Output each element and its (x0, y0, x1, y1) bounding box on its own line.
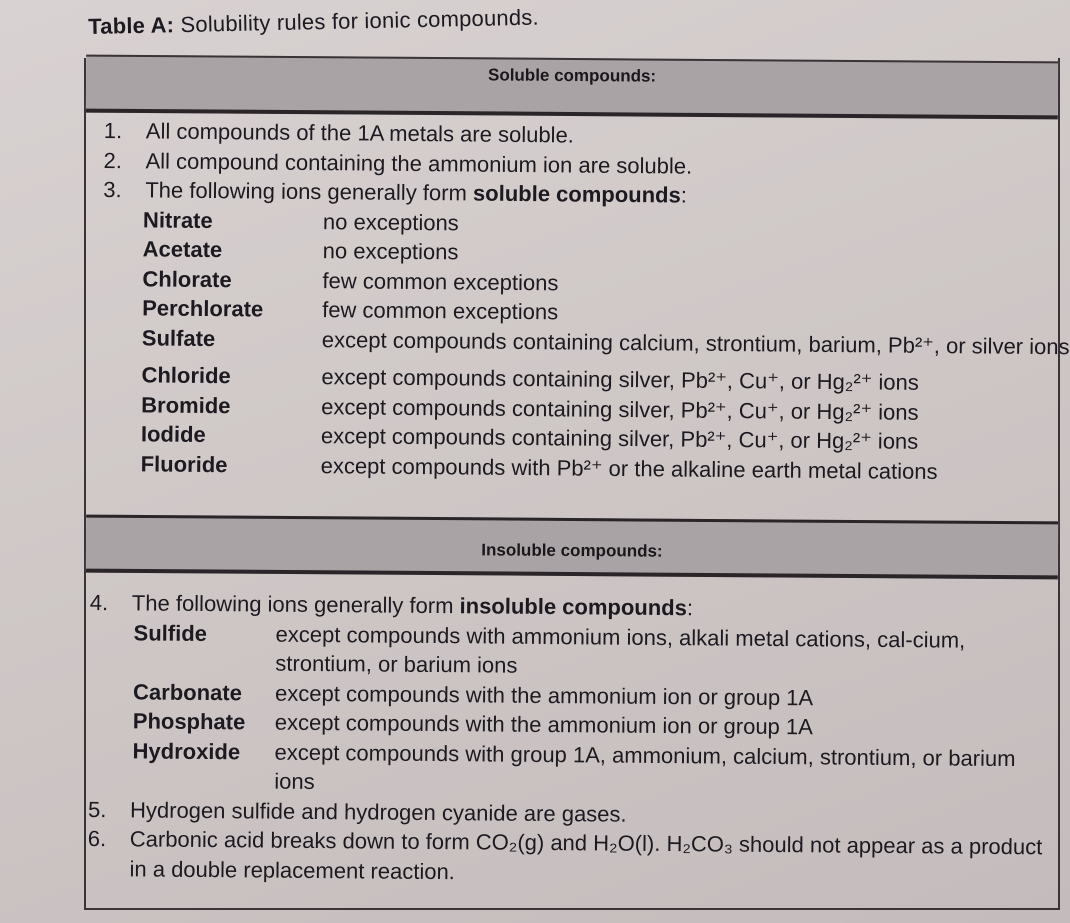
soluble-ion-list (141, 205, 1070, 487)
rule-text-c: : (686, 595, 694, 621)
soluble-section (101, 116, 1070, 487)
rule-number: 3. (103, 176, 122, 203)
ion-desc: no exceptions (322, 238, 459, 265)
ion-desc: except compounds with Pb²⁺ or the alkaline earth metal cations (320, 452, 938, 484)
rule-text-a: The following ions generally form (145, 177, 474, 206)
ion-name: Sulfide (133, 619, 208, 646)
ion-desc: except compounds with the ammonium ion or group 1A (274, 680, 814, 710)
solubility-table (84, 58, 1070, 910)
rule-number: 2. (103, 147, 123, 173)
rule-number: 1. (103, 117, 123, 144)
ion-desc: except compounds containing silver, Pb²⁺, Cu⁺, or Hg₂²⁺ ions (321, 393, 919, 425)
rule-text: All compounds of the 1A metals are soluble. (145, 118, 574, 148)
rule-text: Hydrogen sulfide and hydrogen cyanide are gases. (129, 796, 627, 827)
rule-number: 5. (87, 796, 107, 822)
rule-text-bold: soluble compounds (472, 180, 681, 208)
ion-desc: except compounds containing silver, Pb²⁺, Cu⁺, or Hg₂²⁺ ions (321, 364, 919, 395)
ion-row (133, 618, 1061, 685)
rule-text: Carbonic acid breaks down to form CO₂(g) and H₂O(l). H₂CO₃ should not appear as a product in a double replacement reaction. (129, 826, 1043, 884)
ion-name: Sulfate (141, 324, 216, 351)
ion-desc: except compounds containing calcium, strontium, barium, Pb²⁺, or silver ions (321, 326, 1070, 359)
ion-row (132, 736, 1060, 803)
rule-text-a: The following ions generally form (131, 590, 460, 619)
ion-desc: no exceptions (322, 208, 459, 235)
rule-text: All compound containing the ammonium ion are soluble. (145, 147, 693, 179)
insoluble-section (87, 588, 1062, 891)
soluble-compounds-header: Soluble compounds: (86, 55, 1058, 120)
ion-desc: except compounds containing silver, Pb²⁺, Cu⁺, or Hg₂²⁺ ions (320, 423, 919, 454)
ion-name: Fluoride (140, 450, 228, 477)
ion-name: Acetate (142, 236, 223, 263)
ion-desc: except compounds with group 1A, ammonium, calcium, strontium, or barium ions (274, 739, 1016, 794)
rule-number: 6. (87, 825, 107, 852)
ion-name: Bromide (141, 391, 231, 418)
insoluble-compounds-header: Insoluble compounds: (86, 515, 1058, 580)
ion-desc: except compounds with the ammonium ion or group 1A (274, 709, 814, 740)
rule-text-bold: insoluble compounds (459, 593, 688, 621)
ion-name: Perchlorate (142, 295, 264, 322)
ion-name: Phosphate (132, 708, 246, 735)
ion-desc: few common exceptions (322, 267, 559, 295)
rule-6 (87, 824, 1059, 891)
ion-name: Nitrate (142, 206, 213, 233)
insoluble-ion-list (132, 618, 1062, 803)
table-title (88, 5, 539, 40)
rule-text-c: : (680, 182, 688, 208)
ion-name: Chloride (141, 362, 231, 389)
rule-number: 4. (89, 589, 109, 616)
table-label: Table A: (88, 12, 175, 39)
ion-name: Iodide (140, 421, 206, 447)
table-title-text: Solubility rules for ionic compounds. (180, 4, 540, 38)
ion-desc: except compounds with ammonium ions, alkali metal cations, cal-cium, strontium, or barium ions (275, 621, 966, 678)
ion-name: Chlorate (142, 265, 232, 292)
ion-name: Carbonate (132, 678, 243, 705)
ion-desc: few common exceptions (322, 297, 559, 325)
ion-name: Hydroxide (132, 737, 241, 764)
